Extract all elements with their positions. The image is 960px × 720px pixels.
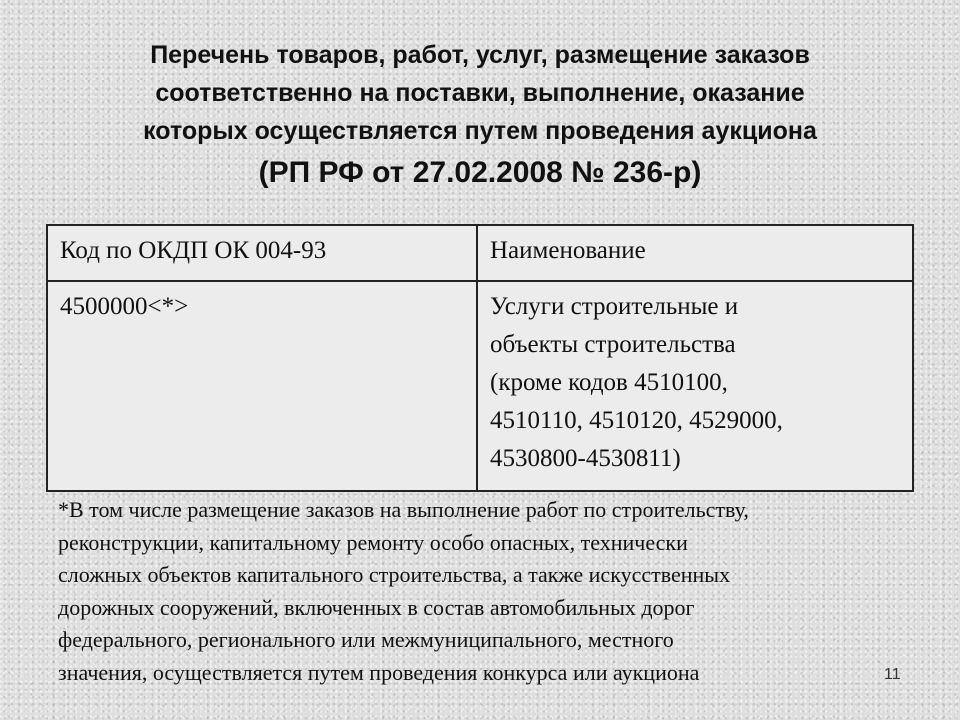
footnote-line: значения, осуществляется путем проведения конкурса или аукциона bbox=[58, 659, 700, 685]
footnote-line: реконструкции, капитальному ремонту особо опасных, технически bbox=[58, 529, 688, 555]
name-line: объекты строительства bbox=[490, 331, 736, 358]
footnote bbox=[58, 494, 918, 689]
name-line: Услуги строительные и bbox=[490, 293, 739, 320]
column-header-name: Наименование bbox=[477, 225, 913, 281]
table-row bbox=[47, 281, 913, 491]
name-line: 4530800-4530811) bbox=[490, 445, 681, 472]
title-reference: (РП РФ от 27.02.2008 № 236-р) bbox=[258, 156, 702, 189]
page-number: 11 bbox=[884, 666, 901, 683]
table-header-row bbox=[47, 225, 913, 281]
title-line: Перечень товаров, работ, услуг, размещение заказов bbox=[150, 41, 810, 69]
name-line: (кроме кодов 4510100, bbox=[490, 369, 728, 396]
okdp-table bbox=[46, 224, 914, 492]
footnote-line: *В том числе размещение заказов на выполнение работ по строительству, bbox=[58, 497, 749, 522]
title-line: которых осуществляется путем проведения аукциона bbox=[143, 117, 817, 145]
footnote-line: сложных объектов капитального строительства, а также искусственных bbox=[58, 562, 731, 587]
slide-title bbox=[40, 36, 920, 196]
title-line: соответственно на поставки, выполнение, оказание bbox=[155, 79, 805, 107]
footnote-line: федерального, регионального или межмуниципального, местного bbox=[58, 627, 674, 652]
code-cell: 4500000<*> bbox=[47, 281, 477, 491]
column-header-code: Код по ОКДП ОК 004-93 bbox=[47, 225, 477, 281]
name-line: 4510110, 4510120, 4529000, bbox=[490, 407, 783, 434]
name-cell bbox=[477, 281, 913, 491]
footnote-line: дорожных сооружений, включенных в состав автомобильных дорог bbox=[58, 594, 695, 620]
